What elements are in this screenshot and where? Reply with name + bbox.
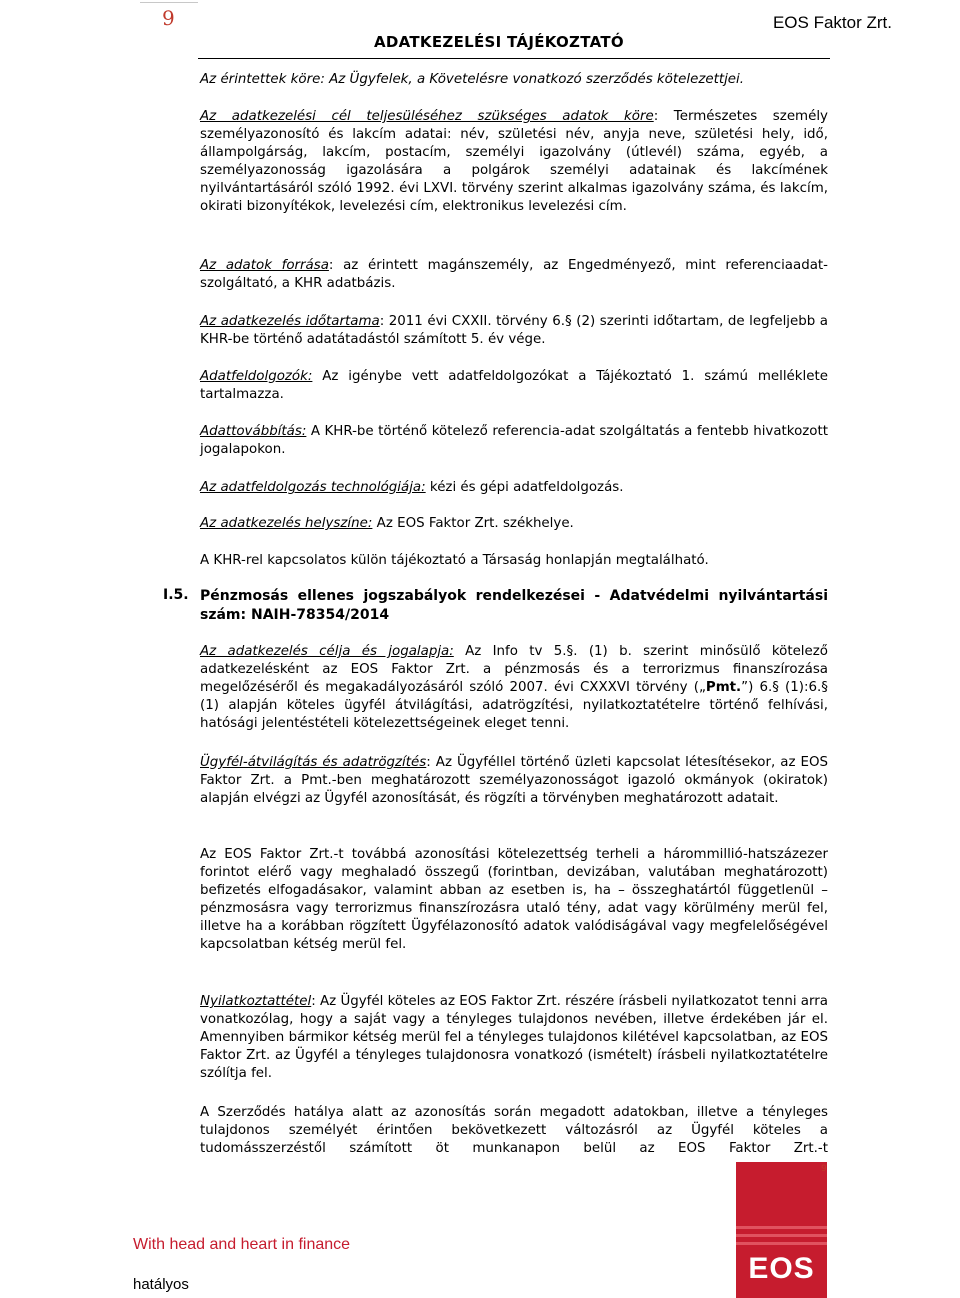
continuation-text: hatályos bbox=[133, 1276, 189, 1293]
paragraph-purpose-legal-basis bbox=[200, 643, 828, 733]
paragraph-identification-duty: Az EOS Faktor Zrt.-t továbbá azonosítási kötelezettség terheli a hárommillió-hatszázezer forintot elérő vagy meghaladó összegű (forintban, devizában, valutában meghatározott) befizetés elfogadásakor, valamint abban az esetben is, ha – összeghatártól függetlenül – pénzmosásra vagy terrorizmus finanszírozásra utaló tény, adat vagy körülmény merül fel, illetve ha a korábban rögzített Ügyfélazonosító adatok valódiságával vagy megfelelőségével kapcsolatban kétség merül fel. bbox=[200, 847, 828, 952]
text-data-source: : az érintett magánszemély, az Engedményező, mint referenciaadat-szolgáltató, a KHR adatbázis. bbox=[200, 258, 828, 291]
paragraph-declaration bbox=[200, 993, 828, 1083]
paragraph-change-notice: A Szerződés hatálya alatt az azonosítás során megadott adatokban, illetve a tényleges tulajdonos személyét érintően bekövetkezett változásról az Ügyfél köteles a tudomásszerzéstől számított öt munkanapon belül az EOS Faktor Zrt.-t bbox=[200, 1105, 828, 1156]
label-data-scope: Az adatkezelési cél teljesüléséhez szükséges adatok köre bbox=[200, 109, 654, 124]
text-declaration: : Az Ügyfél köteles az EOS Faktor Zrt. részére írásbeli nyilatkozatot tenni arra vonatkozólag, hogy a saját vagy a tényleges tulajdonos nevében, illetve érdekében jár el. Amennyiben bármikor kétség merül fel a tényleges tulajdonos kilétével kapcsolatban, az EOS Faktor Zrt. az Ügyfél a tényleges tulajdonosra vonatkozó (ismételt) írásbeli nyilatkoztatételre szólítja fel. bbox=[200, 994, 828, 1081]
header-rule bbox=[198, 58, 830, 59]
logo-stripe bbox=[736, 1234, 827, 1237]
text-data-scope: : Természetes személy személyazonosító és lakcím adatai: név, születési név, anyja neve, születési hely, idő, állampolgárság, lakcím, postacím, személyi igazolvány (útlevél) száma, egyéb, a személyazonosság igazolására a polgárok személyi adatainak és lakcímének nyilvántartásáról szóló 1992. évi LXVI. törvény szerint alkalmas igazolvány száma, és lakcím, okirati bizonyítékok, levelezési cím, elektronikus levelezési cím. bbox=[200, 109, 828, 214]
label-technology: Az adatfeldolgozás technológiája: bbox=[200, 480, 426, 495]
eos-logo bbox=[736, 1162, 827, 1298]
paragraph-location bbox=[200, 515, 828, 533]
paragraph-due-diligence bbox=[200, 754, 828, 808]
text-technology: kézi és gépi adatfeldolgozás. bbox=[425, 480, 624, 495]
label-transfer: Adattovábbítás: bbox=[200, 424, 307, 439]
label-processors: Adatfeldolgozók: bbox=[200, 369, 313, 384]
company-name: EOS Faktor Zrt. bbox=[772, 13, 892, 32]
text-location: Az EOS Faktor Zrt. székhelye. bbox=[372, 516, 574, 531]
paragraph-retention bbox=[200, 313, 828, 349]
text-affected-persons: Az Ügyfelek, a Követelésre vonatkozó szerződés kötelezettjei. bbox=[324, 72, 745, 87]
text-purpose-b: ”) 6.§ (1):6.§ (1) alapján köteles ügyfél átvilágítási, adatrögzítési, nyilatkoztatételre történő felhívási, hatósági jelentéstételi kötelezettségeinek eleget tenni. bbox=[200, 680, 828, 731]
footer-page-number: 9 bbox=[821, 1164, 827, 1174]
document-title: ADATKEZELÉSI TÁJÉKOZTATÓ bbox=[374, 33, 624, 51]
label-declaration: Nyilatkoztattétel bbox=[200, 994, 312, 1009]
text-transfer: A KHR-be történő kötelező referencia-adat szolgáltatás a fentebb hivatkozott jogalapokon. bbox=[200, 424, 828, 457]
paragraph-processors bbox=[200, 368, 828, 404]
text-purpose-a: Az Info tv 5.§. (1) b. szerint minősülő kötelező adatkezelésként az EOS Faktor Zrt. a pénzmosás és a terrorizmus finanszírozása megelőzéséről és megakadályozásáról szóló 2007. évi CXXXVI törvény („ bbox=[200, 644, 828, 695]
logo-text: EOS bbox=[748, 1252, 815, 1285]
paragraph-transfer bbox=[200, 423, 828, 459]
footer-slogan: With head and heart in finance bbox=[133, 1236, 351, 1253]
label-affected-persons: Az érintettek köre: bbox=[200, 72, 325, 87]
logo-stripe bbox=[736, 1226, 827, 1229]
paragraph-technology bbox=[200, 479, 828, 497]
label-due-diligence: Ügyfél-átvilágítás és adatrögzítés bbox=[200, 755, 427, 770]
section-title: Pénzmosás ellenes jogszabályok rendelkezései - Adatvédelmi nyilvántartási szám: NAIH-78354/2014 bbox=[200, 588, 828, 623]
logo-stripe bbox=[736, 1242, 827, 1245]
page-number: 9 bbox=[162, 6, 175, 30]
text-processors: Az igénybe vett adatfeldolgozókat a Tájékoztató 1. számú melléklete tartalmazza. bbox=[200, 369, 828, 402]
page-number-rule bbox=[140, 2, 198, 3]
paragraph-khr-info: A KHR-rel kapcsolatos külön tájékoztató a Társaság honlapján megtalálható. bbox=[200, 553, 709, 568]
label-purpose-legal-basis: Az adatkezelés célja és jogalapja: bbox=[200, 644, 454, 659]
label-retention: Az adatkezelés időtartama bbox=[200, 314, 380, 329]
paragraph-data-source bbox=[200, 257, 828, 293]
label-data-source: Az adatok forrása bbox=[200, 258, 329, 273]
paragraph-data-scope bbox=[200, 108, 828, 216]
text-pmt-abbrev: Pmt. bbox=[705, 680, 742, 695]
label-location: Az adatkezelés helyszíne: bbox=[200, 516, 373, 531]
text-retention: : 2011 évi CXXII. törvény 6.§ (2) szerinti időtartam, de legfeljebb a KHR-be történő adatátadástól számított 5. év vége. bbox=[200, 314, 828, 347]
text-due-diligence: : Az Ügyféllel történő üzleti kapcsolat létesítésekor, az EOS Faktor Zrt. a Pmt.-ben meghatározott személyazonosságot igazoló okmányok (okiratok) alapján elvégzi az Ügyfél azonosítását, és rögzíti a törvényben meghatározott adatait. bbox=[200, 755, 829, 806]
paragraph-affected-persons bbox=[200, 71, 828, 89]
section-number: I.5. bbox=[163, 587, 189, 603]
